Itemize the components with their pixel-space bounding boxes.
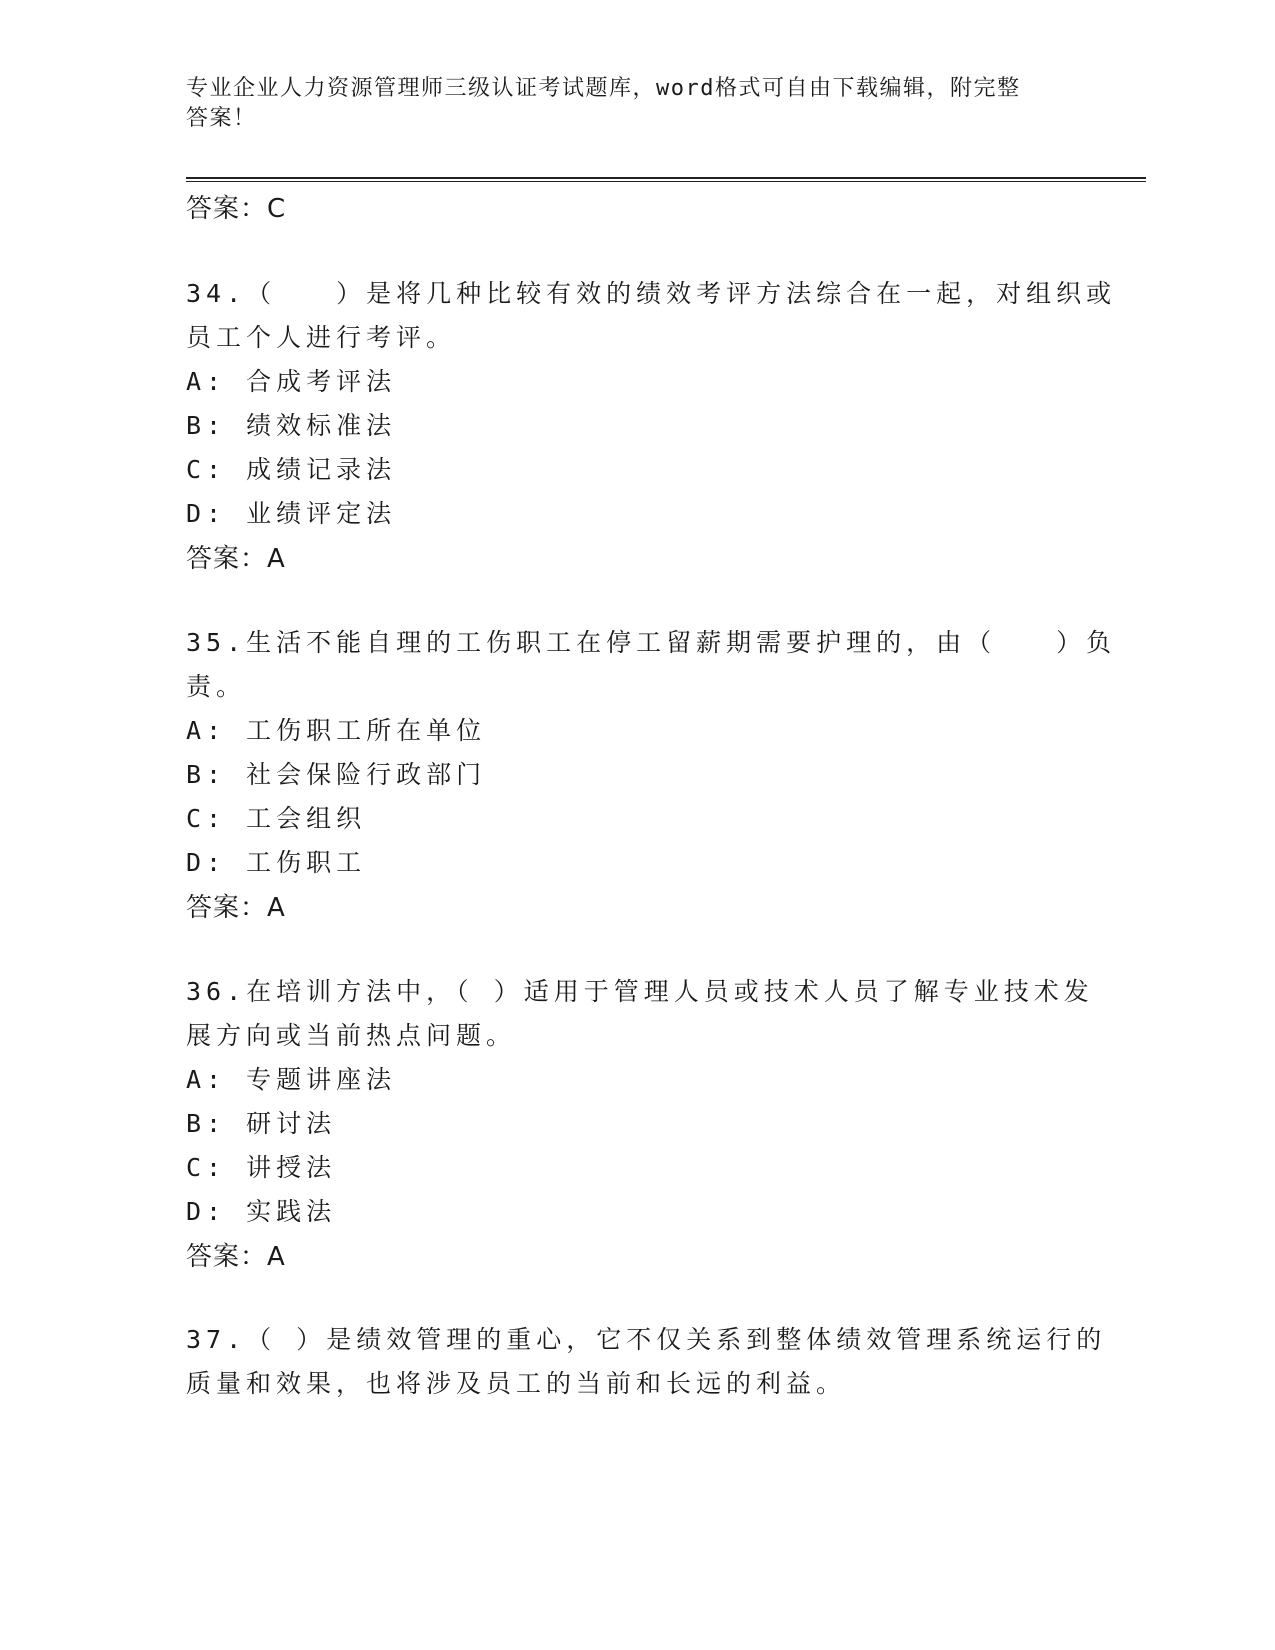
- q36-option-b: B: 研讨法: [186, 1109, 337, 1138]
- header-line-2: 答案！: [186, 106, 257, 131]
- q34-option-c: C: 成绩记录法: [186, 455, 397, 484]
- previous-answer: 答案：C: [186, 194, 287, 224]
- q36-answer: 答案：A: [186, 1242, 286, 1272]
- q34-stem-line-1: 34.（ ）是将几种比较有效的绩效考评方法综合在一起，对组织或: [186, 279, 1117, 308]
- q34-option-d: D: 业绩评定法: [186, 499, 397, 528]
- q37-stem-line-1: 37.（ ）是绩效管理的重心，它不仅关系到整体绩效管理系统运行的: [186, 1325, 1107, 1354]
- q36-option-d: D: 实践法: [186, 1197, 337, 1226]
- q36-stem-line-1: 36.在培训方法中，（ ）适用于管理人员或技术人员了解专业技术发: [186, 977, 1094, 1006]
- header-divider-thin: [186, 181, 1146, 182]
- q34-option-b: B: 绩效标准法: [186, 411, 397, 440]
- page-header: [186, 74, 1066, 134]
- q35-stem-line-2: 责。: [186, 672, 247, 701]
- q36-option-a: A: 专题讲座法: [186, 1065, 397, 1094]
- q35-answer: 答案：A: [186, 893, 286, 923]
- q37-stem-line-2: 质量和效果，也将涉及员工的当前和长远的利益。: [186, 1369, 847, 1398]
- q34-answer: 答案：A: [186, 544, 286, 574]
- q35-stem-line-1: 35.生活不能自理的工伤职工在停工留薪期需要护理的，由（ ）负: [186, 628, 1117, 657]
- q36-option-c: C: 讲授法: [186, 1153, 337, 1182]
- q35-option-b: B: 社会保险行政部门: [186, 760, 487, 789]
- q35-option-d: D: 工伤职工: [186, 848, 367, 877]
- header-divider: [186, 177, 1146, 179]
- header-line-1: 专业企业人力资源管理师三级认证考试题库，word格式可自由下载编辑，附完整: [186, 76, 1021, 101]
- q35-option-c: C: 工会组织: [186, 804, 367, 833]
- q34-option-a: A: 合成考评法: [186, 367, 397, 396]
- q35-option-a: A: 工伤职工所在单位: [186, 716, 487, 745]
- q36-stem-line-2: 展方向或当前热点问题。: [186, 1021, 517, 1050]
- q34-stem-line-2: 员工个人进行考评。: [186, 323, 457, 352]
